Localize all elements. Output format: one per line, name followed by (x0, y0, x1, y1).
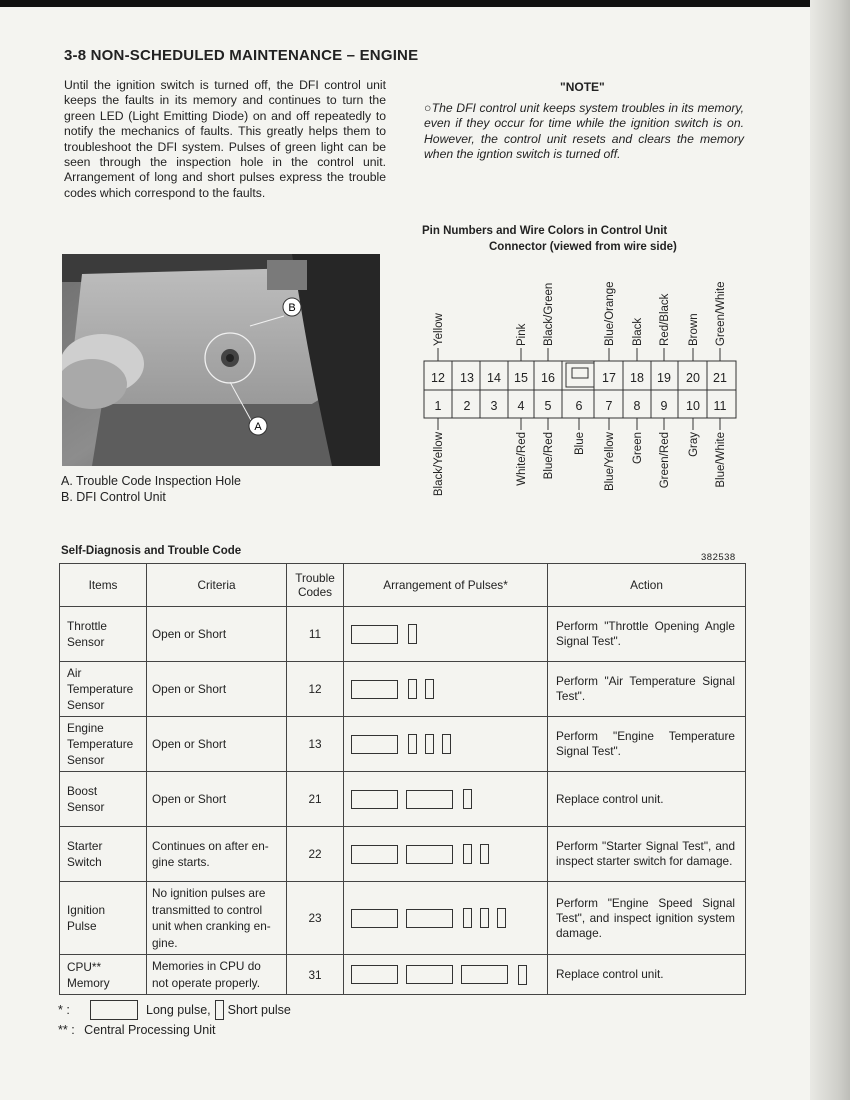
pin-number: 5 (544, 399, 552, 413)
row-action: Perform "Air Temperature Signal Test". (548, 662, 746, 717)
row-item: CPU** Memory (60, 955, 147, 995)
long-pulse (351, 680, 398, 699)
long-pulse (406, 965, 453, 984)
row-criteria: Open or Short (147, 772, 287, 827)
pin-number: 11 (713, 399, 727, 413)
header-action: Action (548, 564, 746, 607)
wire-color-label: Black/Yellow (433, 432, 445, 497)
pin-number: 16 (541, 371, 555, 385)
row-criteria: Memories in CPU do not operate properly. (147, 955, 287, 995)
photo-label-b: B (288, 302, 296, 314)
legend-short-label: Short pulse (227, 1003, 291, 1017)
pin-number: 8 (633, 399, 641, 413)
short-pulse (425, 734, 434, 754)
row-pulses (344, 772, 548, 827)
pin-number: 21 (713, 371, 727, 385)
note-text: ○The DFI control unit keeps system troubles in its memory, even if they occur for time while the ignition switch is on. However, the control unit resets and clears the memory when the igntion switch is turned off. (424, 101, 744, 162)
row-item: Throttle Sensor (60, 607, 147, 662)
page-binding-edge (810, 0, 850, 1100)
wire-color-label: Green/Red (659, 432, 671, 489)
row-pulses (344, 717, 548, 772)
long-pulse (351, 845, 398, 864)
table-row (60, 882, 746, 955)
wire-color-label: Blue/White (715, 432, 727, 488)
row-action: Perform "Engine Speed Signal Test", and inspect ignition system damage. (548, 882, 746, 955)
wire-color-label: Blue/Red (543, 432, 555, 480)
long-pulse (351, 965, 398, 984)
short-pulse (425, 679, 434, 699)
part-number: 382538 (701, 552, 736, 563)
page-top-edge (0, 0, 850, 7)
legend-short-pulse-icon (215, 1000, 224, 1020)
control-unit-photo (62, 254, 380, 466)
wire-color-label: Black/Green (543, 282, 555, 346)
wire-color-label: Green/White (715, 281, 727, 346)
page-title: 3-8 NON-SCHEDULED MAINTENANCE – ENGINE (64, 47, 419, 64)
long-pulse (406, 909, 453, 928)
pin-number: 9 (660, 399, 668, 413)
row-trouble-code: 11 (287, 607, 344, 662)
long-pulse (351, 735, 398, 754)
wire-color-label: Brown (688, 313, 700, 346)
legend-star: * : (58, 1003, 70, 1017)
row-criteria: Continues on after en- gine starts. (147, 827, 287, 882)
row-pulses (344, 882, 548, 955)
row-trouble-code: 23 (287, 882, 344, 955)
pin-number: 14 (487, 371, 501, 385)
pin-number: 6 (575, 399, 583, 413)
short-pulse (480, 844, 489, 864)
wire-color-label: Blue/Orange (604, 281, 616, 346)
short-pulse (518, 965, 527, 985)
row-item: Ignition Pulse (60, 882, 147, 955)
header-criteria: Criteria (147, 564, 287, 607)
pin-number: 3 (490, 399, 498, 413)
row-action: Replace control unit. (548, 955, 746, 995)
row-item: Engine Temperature Sensor (60, 717, 147, 772)
row-item: Starter Switch (60, 827, 147, 882)
short-pulse (463, 789, 472, 809)
long-pulse (351, 625, 398, 644)
short-pulse (408, 734, 417, 754)
legend-cpu (58, 1023, 215, 1037)
row-trouble-code: 21 (287, 772, 344, 827)
wire-color-label: Blue (574, 432, 586, 456)
pin-number: 20 (686, 371, 700, 385)
table-row (60, 607, 746, 662)
long-pulse (406, 845, 453, 864)
row-criteria: Open or Short (147, 662, 287, 717)
row-trouble-code: 13 (287, 717, 344, 772)
pin-number: 15 (514, 371, 528, 385)
trouble-code-table (59, 563, 746, 995)
pin-number: 19 (657, 371, 671, 385)
pin-number: 12 (431, 371, 445, 385)
wire-color-label: Red/Black (659, 293, 671, 346)
legend-long-pulse-icon (90, 1000, 138, 1020)
row-criteria: Open or Short (147, 717, 287, 772)
legend-cpu-definition: Central Processing Unit (84, 1023, 216, 1037)
table-row (60, 717, 746, 772)
pin-number: 17 (602, 371, 616, 385)
table-row (60, 772, 746, 827)
wire-color-label: Black (632, 317, 644, 346)
legend-double-star: ** : (58, 1023, 75, 1037)
wire-color-label: Gray (688, 432, 700, 457)
pin-number: 7 (605, 399, 613, 413)
legend-long-label: Long pulse, (146, 1003, 211, 1017)
wire-color-label: Green (632, 432, 644, 464)
long-pulse (351, 909, 398, 928)
row-trouble-code: 31 (287, 955, 344, 995)
wire-color-label: Yellow (433, 313, 445, 346)
pin-number: 13 (460, 371, 474, 385)
section-heading: Self-Diagnosis and Trouble Code (61, 545, 242, 557)
long-pulse (406, 790, 453, 809)
short-pulse (463, 908, 472, 928)
pin-subheading: Connector (viewed from wire side) (489, 241, 677, 253)
intro-paragraph: Until the ignition switch is turned off, the DFI control unit keeps the faults in its memory and continues to turn the green LED (Light Emitting Diode) on and off repeatedly to notify the mechanics of faults. This greatly helps them to troubleshoot the DFI system. Pulses of green light can be seen through the inspection hole in the control unit. Arrangement of long and short pulses express the trouble codes which correspond to the faults. (64, 78, 386, 200)
legend (58, 1000, 291, 1020)
row-action: Perform "Engine Temperature Signal Test". (548, 717, 746, 772)
short-pulse (497, 908, 506, 928)
short-pulse (408, 679, 417, 699)
row-action: Replace control unit. (548, 772, 746, 827)
wire-color-label: Pink (516, 323, 528, 346)
row-action: Perform "Starter Signal Test", and inspect starter switch for damage. (548, 827, 746, 882)
photo-label-a: A (254, 421, 262, 433)
table-row (60, 662, 746, 717)
pin-number: 1 (434, 399, 442, 413)
pin-heading: Pin Numbers and Wire Colors in Control Unit (422, 225, 668, 237)
note-heading: "NOTE" (560, 80, 605, 94)
short-pulse (480, 908, 489, 928)
wire-color-label: White/Red (516, 432, 528, 486)
header-items: Items (60, 564, 147, 607)
table-row (60, 827, 746, 882)
wire-color-label: Blue/Yellow (604, 432, 616, 492)
table-row (60, 955, 746, 995)
row-pulses (344, 955, 548, 995)
long-pulse (461, 965, 508, 984)
row-criteria: No ignition pulses are transmitted to control unit when cranking en- gine. (147, 882, 287, 955)
row-criteria: Open or Short (147, 607, 287, 662)
caption-a: A. Trouble Code Inspection Hole (61, 474, 241, 488)
long-pulse (351, 790, 398, 809)
row-item: Boost Sensor (60, 772, 147, 827)
short-pulse (463, 844, 472, 864)
row-trouble-code: 22 (287, 827, 344, 882)
row-pulses (344, 827, 548, 882)
short-pulse (408, 624, 417, 644)
row-pulses (344, 662, 548, 717)
header-pulses: Arrangement of Pulses* (344, 564, 548, 607)
short-pulse (442, 734, 451, 754)
header-codes: Trouble Codes (287, 564, 344, 607)
row-trouble-code: 12 (287, 662, 344, 717)
row-action: Perform "Throttle Opening Angle Signal Test". (548, 607, 746, 662)
pin-number: 4 (517, 399, 525, 413)
table-header-row (60, 564, 746, 607)
pin-number: 18 (630, 371, 644, 385)
pin-number: 2 (463, 399, 471, 413)
row-pulses (344, 607, 548, 662)
caption-b: B. DFI Control Unit (61, 490, 166, 504)
connector-diagram (420, 270, 750, 510)
row-item: Air Temperature Sensor (60, 662, 147, 717)
pin-number: 10 (686, 399, 700, 413)
